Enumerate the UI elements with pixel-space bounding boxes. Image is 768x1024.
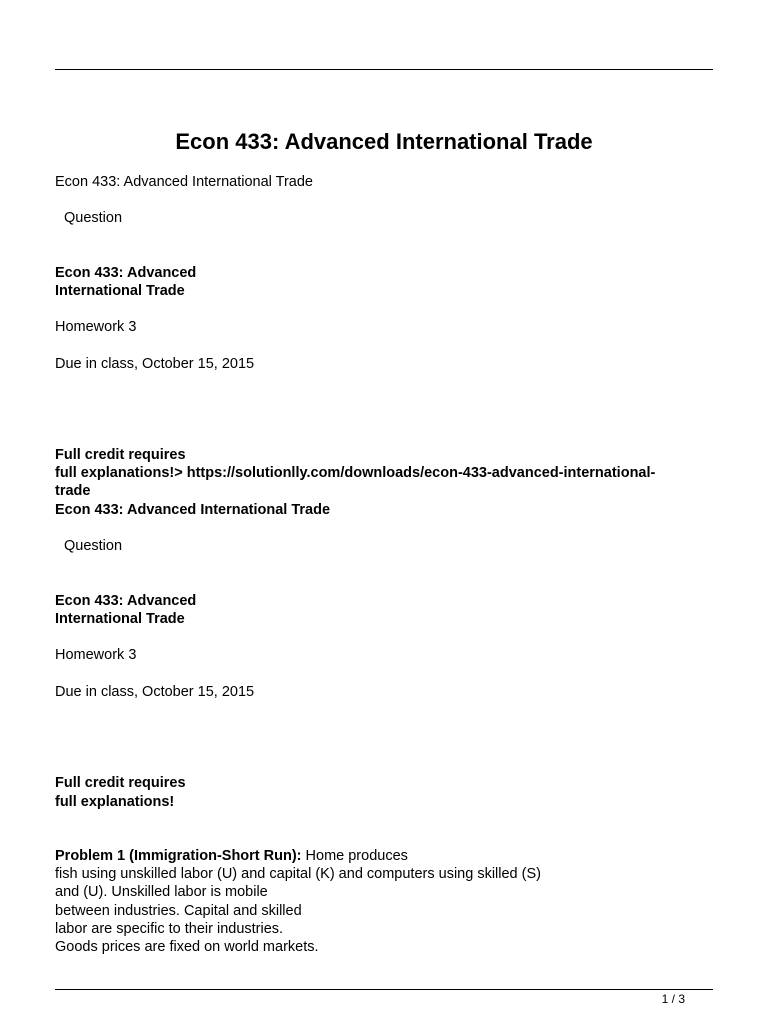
homework-label: Homework 3 bbox=[55, 319, 137, 335]
document-title: Econ 433: Advanced International Trade bbox=[175, 129, 593, 154]
course-name-line1: Econ 433: Advanced bbox=[55, 593, 197, 609]
credit-requirement-line3-link[interactable]: trade bbox=[55, 483, 91, 499]
course-name-line2: International Trade bbox=[55, 611, 185, 627]
problem-1-line6: Goods prices are fixed on world markets. bbox=[55, 939, 319, 955]
problem-1-line1-text: Home produces bbox=[301, 848, 408, 864]
header-rule bbox=[55, 69, 713, 70]
page-number: 1 / 3 bbox=[661, 992, 685, 1006]
due-date: Due in class, October 15, 2015 bbox=[55, 356, 255, 372]
credit-requirement-line1: Full credit requires bbox=[55, 775, 186, 791]
due-date: Due in class, October 15, 2015 bbox=[55, 684, 255, 700]
course-name-line1: Econ 433: Advanced bbox=[55, 265, 197, 281]
homework-label: Homework 3 bbox=[55, 647, 137, 663]
credit-requirement-line2-link[interactable]: full explanations!> https://solutionlly.com/downloads/econ-433-advanced-international- bbox=[55, 465, 656, 481]
problem-1-line2: fish using unskilled labor (U) and capital (K) and computers using skilled (S) bbox=[55, 866, 541, 882]
problem-1-line3: and (U). Unskilled labor is mobile bbox=[55, 884, 268, 900]
document-subtitle: Econ 433: Advanced International Trade bbox=[55, 174, 313, 190]
question-label: Question bbox=[64, 210, 123, 226]
problem-1-line5: labor are specific to their industries. bbox=[55, 921, 284, 937]
problem-1-line4: between industries. Capital and skilled bbox=[55, 903, 302, 919]
credit-requirement-line2: full explanations! bbox=[55, 794, 175, 810]
problem-1-heading: Problem 1 (Immigration-Short Run): bbox=[55, 848, 302, 864]
problem-1-line1 bbox=[55, 847, 408, 865]
repeated-course-title: Econ 433: Advanced International Trade bbox=[55, 502, 331, 518]
question-label: Question bbox=[64, 538, 123, 554]
footer-rule bbox=[55, 989, 713, 990]
course-name-line2: International Trade bbox=[55, 283, 185, 299]
credit-requirement-line1: Full credit requires bbox=[55, 447, 186, 463]
